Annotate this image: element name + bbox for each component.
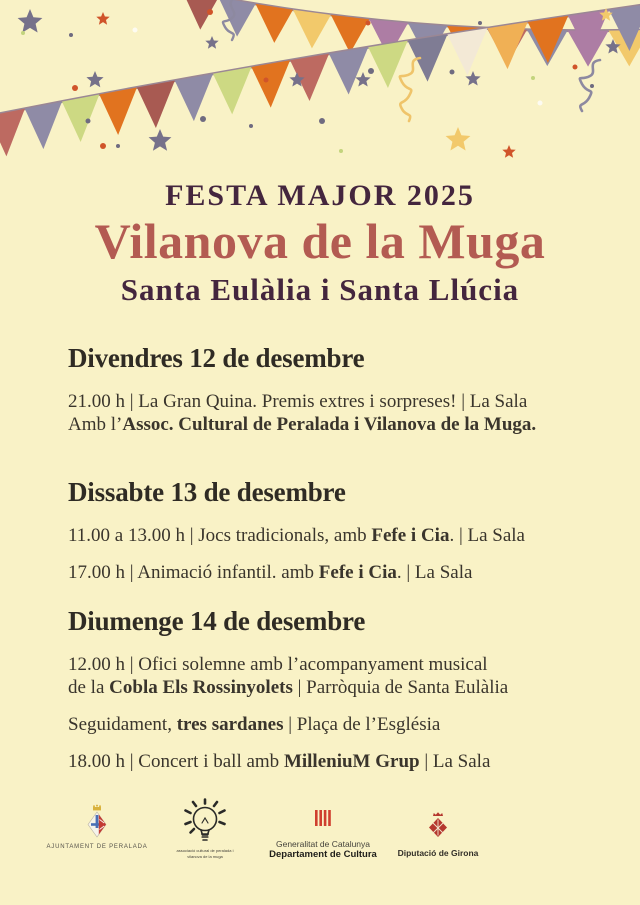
generalitat-label-line2: Departament de Cultura (269, 849, 377, 860)
diputacio-label: Diputació de Girona (397, 848, 479, 858)
event (68, 713, 633, 736)
day-section (68, 477, 633, 598)
associacio-label-line1: associació cultural de peralada i (176, 848, 234, 853)
diputacio-crest-icon (426, 811, 450, 839)
logo-associacio-cultural (157, 797, 253, 859)
ajuntament-crest-icon (83, 803, 111, 841)
saints-title: Santa Eulàlia i Santa Llúcia (120, 272, 520, 307)
event-line: 18.00 h | Concert i ball amb MilleniuM Grup | La Sala (68, 751, 491, 772)
event (68, 524, 633, 547)
generalitat-label-line1: Generalitat de Catalunya (275, 839, 371, 849)
day-heading: Diumenge 14 de desembre (68, 606, 366, 636)
event-line: de la Cobla Els Rossinyolets | Parròquia de Santa Eulàlia (68, 677, 509, 698)
festival-title: FESTA MAJOR 2025 (165, 179, 475, 212)
event-line: 12.00 h | Ofici solemne amb l’acompanyament musical (68, 654, 488, 675)
event (68, 561, 633, 584)
event-line: 11.00 a 13.00 h | Jocs tradicionals, amb Fefe i Cia. | La Sala (68, 525, 525, 546)
event-line: 17.00 h | Animació infantil. amb Fefe i Cia. | La Sala (68, 562, 473, 583)
associacio-label-line2: vilanova de la muga (187, 854, 223, 859)
logo-diputacio-girona (383, 811, 493, 858)
lightbulb-icon (178, 797, 232, 847)
day-section (68, 606, 633, 787)
event (68, 390, 633, 436)
day-heading: Divendres 12 de desembre (68, 343, 365, 373)
ajuntament-label: AJUNTAMENT DE PERALADA (46, 844, 148, 850)
day-heading: Dissabte 13 de desembre (68, 477, 346, 507)
event (68, 653, 633, 699)
day-section (68, 343, 633, 450)
event-line: Seguidament, tres sardanes | Plaça de l’Església (68, 714, 441, 735)
logo-generalitat-catalunya (258, 810, 388, 860)
town-title: Vilanova de la Muga (94, 213, 546, 269)
generalitat-senyera-icon (314, 810, 332, 826)
event-line: 21.00 h | La Gran Quina. Premis extres i sorpreses! | La Sala (68, 391, 528, 412)
logo-ajuntament-peralada (37, 803, 157, 850)
event (68, 750, 633, 773)
event-line: Amb l’Assoc. Cultural de Peralada i Vilanova de la Muga. (68, 414, 537, 435)
